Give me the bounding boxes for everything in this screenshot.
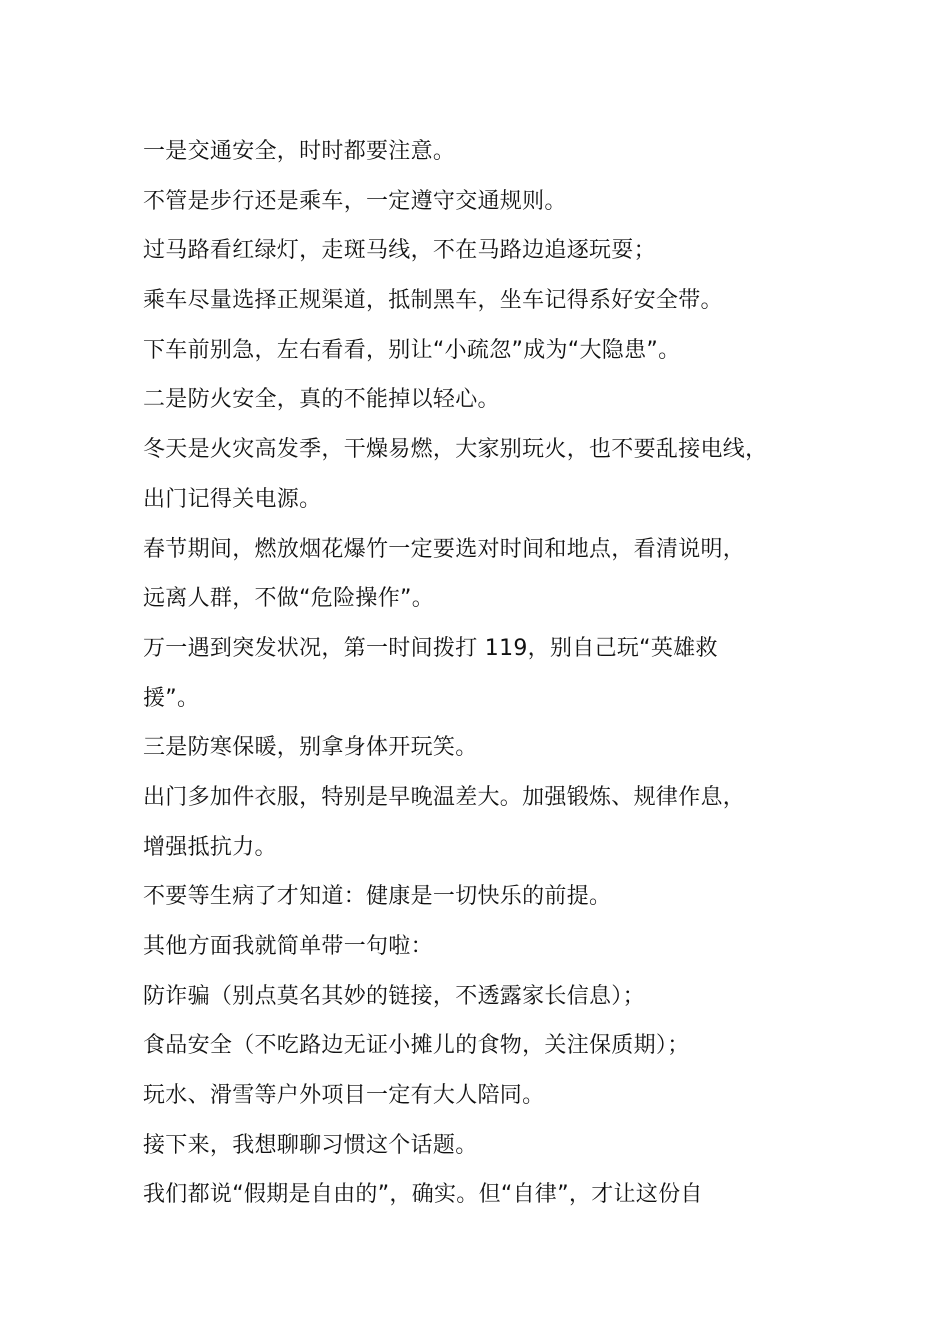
text-line: 我们都说“假期是自由的”，确实。但“自律”，才让这份自 — [143, 1182, 703, 1208]
text-line: 远离人群，不做“危险操作”。 — [143, 586, 434, 612]
text-line: 援”。 — [143, 685, 200, 711]
text-line: 食品安全（不吃路边无证小摊儿的食物，关注保质期）； — [143, 1033, 690, 1059]
text-line: 其他方面我就简单带一句啦： — [143, 934, 433, 959]
text-line: 出门多加件衣服，特别是早晚温差大。加强锻炼、规律作息， — [143, 784, 746, 810]
text-line: 万一遇到突发状况，第一时间拨打 119，别自己玩“英雄救 — [143, 635, 718, 661]
text-line: 接下来，我想聊聊习惯这个话题。 — [143, 1132, 478, 1158]
text-line: 三是防寒保暖，别拿身体开玩笑。 — [143, 735, 478, 761]
text-line: 不要等生病了才知道：健康是一切快乐的前提。 — [143, 884, 612, 910]
text-line: 过马路看红绿灯，走斑马线，不在马路边追逐玩耍； — [143, 238, 656, 264]
text-line: 增强抵抗力。 — [143, 834, 277, 860]
text-line: 一是交通安全，时时都要注意。 — [143, 139, 456, 164]
text-line: 乘车尽量选择正规渠道，抵制黑车，坐车记得系好安全带。 — [143, 288, 723, 314]
text-line: 春节期间，燃放烟花爆竹一定要选对时间和地点，看清说明， — [143, 536, 746, 562]
text-line: 不管是步行还是乘车，一定遵守交通规则。 — [143, 188, 567, 214]
text-line: 冬天是火灾高发季，干燥易燃，大家别玩火，也不要乱接电线， — [143, 437, 768, 463]
text-line: 出门记得关电源。 — [143, 486, 322, 512]
text-line: 下车前别急，左右看看，别让“小疏忽”成为“大隐患”。 — [143, 337, 681, 363]
text-line: 玩水、滑雪等户外项目一定有大人陪同。 — [143, 1083, 545, 1109]
document-body — [143, 127, 843, 1220]
text-line: 二是防火安全，真的不能掉以轻心。 — [143, 387, 500, 413]
text-line: 防诈骗（别点莫名其妙的链接，不透露家长信息）； — [143, 983, 645, 1009]
